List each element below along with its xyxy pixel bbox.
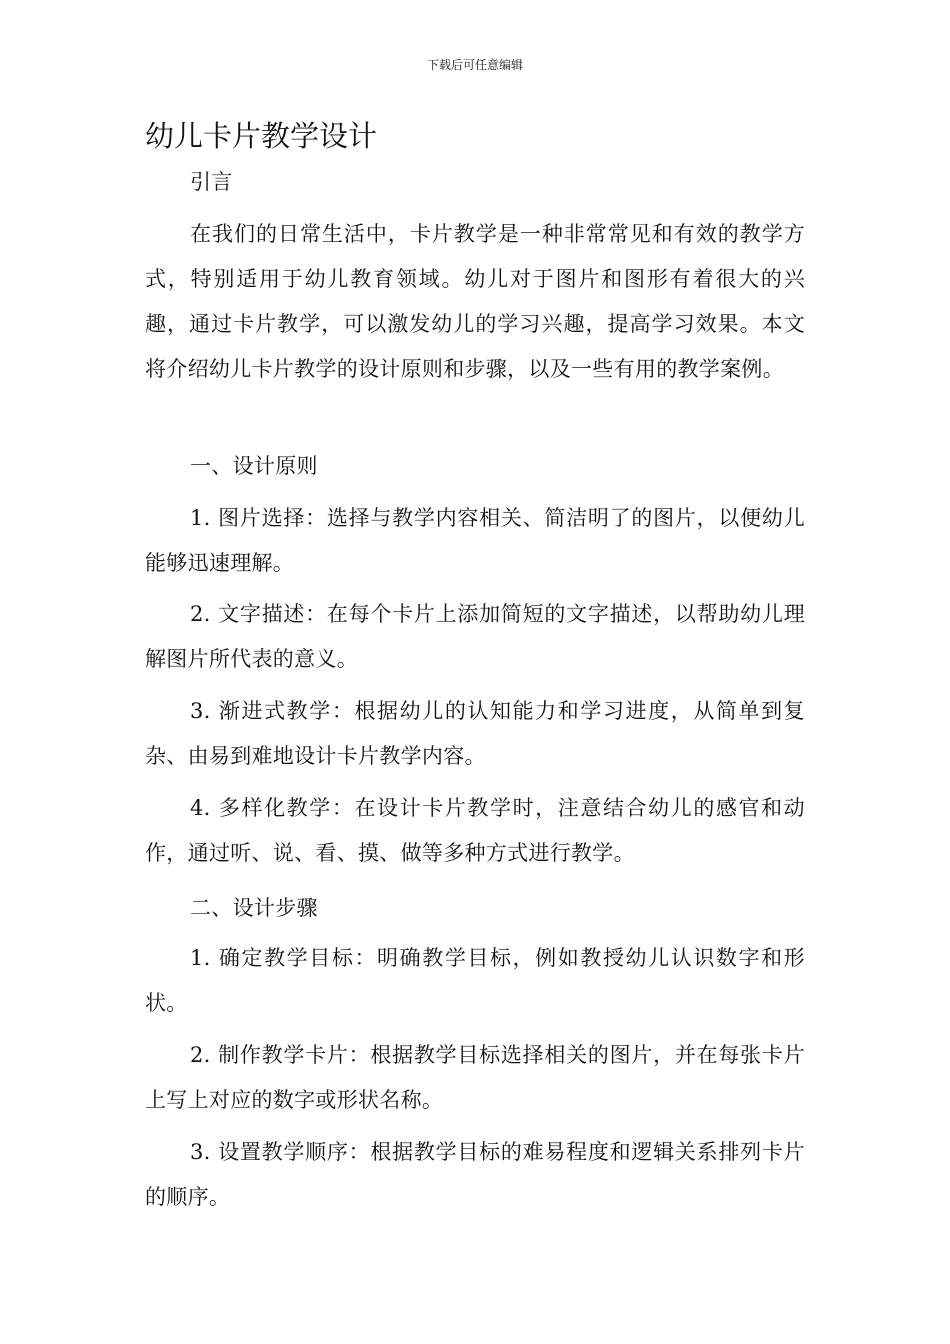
section-heading-design-steps: 二、设计步骤	[190, 896, 318, 920]
header-note: 下载后可任意编辑	[426, 58, 523, 72]
intro-paragraph: 在我们的日常生活中，卡片教学是一种非常常见和有效的教学方式，特别适用于幼儿教育领域。幼儿对于图片和图形有着很大的兴趣，通过卡片教学，可以激发幼儿的学习兴趣，提高学习效果。本文将介绍幼儿卡片教学的设计原则和步骤，以及一些有用的教学案例。	[145, 222, 805, 381]
principle-item-3: 3. 渐进式教学：根据幼儿的认知能力和学习进度，从简单到复杂、由易到难地设计卡片教学内容。	[145, 699, 805, 768]
principle-item-4: 4. 多样化教学：在设计卡片教学时，注意结合幼儿的感官和动作，通过听、说、看、摸、做等多种方式进行教学。	[145, 796, 805, 865]
intro-heading: 引言	[190, 170, 233, 194]
step-item-1: 1. 确定教学目标：明确教学目标，例如教授幼儿认识数字和形状。	[145, 946, 805, 1015]
principle-item-2: 2. 文字描述：在每个卡片上添加简短的文字描述，以帮助幼儿理解图片所代表的意义。	[145, 602, 805, 671]
step-item-2: 2. 制作教学卡片：根据教学目标选择相关的图片，并在每张卡片上写上对应的数字或形状名称。	[145, 1043, 805, 1112]
step-item-3: 3. 设置教学顺序：根据教学目标的难易程度和逻辑关系排列卡片的顺序。	[145, 1140, 805, 1209]
section-heading-design-principles: 一、设计原则	[190, 454, 318, 478]
document-title: 幼儿卡片教学设计	[145, 119, 378, 153]
principle-item-1: 1. 图片选择：选择与教学内容相关、简洁明了的图片，以便幼儿能够迅速理解。	[145, 506, 805, 575]
